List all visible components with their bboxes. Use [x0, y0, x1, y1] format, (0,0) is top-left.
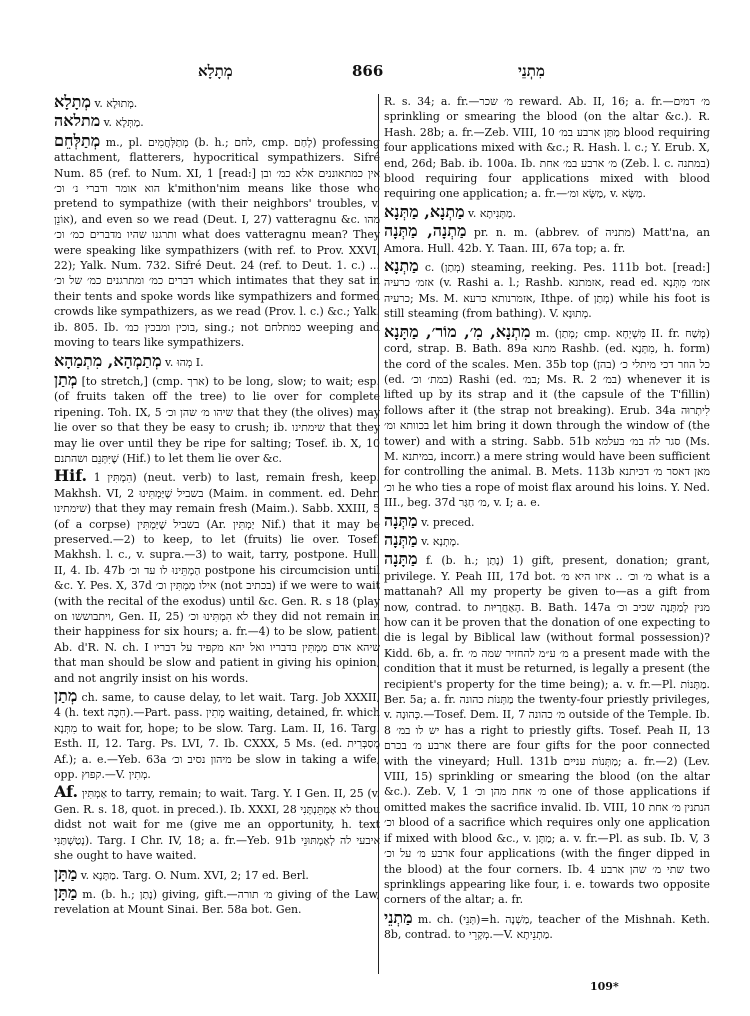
dictionary-entry	[384, 551, 710, 907]
page-number: 866	[352, 62, 384, 80]
entry-headword: מַתָּן	[54, 882, 78, 902]
entry-definition: m. (מְתַן; cmp. מִשְׁיְחָא II. fr. מְשַׁח) cord, strap. B. Bath. 89a מתנא Rashb. (ed. מִתְּנָא, h. form) the cord of the scales. Men. 35b top (בהן) כל הוזר דכי מיתלי כ׳ (ed. במת׳ וכ׳) Rashi (ed. במ׳; Ms. R. 2 במ׳) whenever it is lifted up by its strap and it (the capsule of the T'fillin) follows after it (the strap not breaking). Erub. 34a לִיתְרוּה בכוותא ומ׳ let him bring it down through the window of (the tower) and with a string. Sabb. 51b סגר לה במ׳ בעלמא (Ms. M. במיתנא, incorr.) a mere string would have been sufficient for controlling the animal. B. Mets. 113b מאן דאסר מ׳ דכיתנא וכ׳ he who ties a rope of moist flax around his loins. Y. Ned. III., beg. 37d מ׳ חַגַּר, v. I; a. e.	[384, 326, 710, 510]
dictionary-entry	[54, 94, 380, 111]
entry-definition: pr. n. m. (abbrev. of מתניה) Matt'na, an Amora. Hull. 42b. Y. Taan. III, 67a top; a. fr.	[384, 226, 710, 255]
dictionary-entry	[54, 468, 380, 686]
entry-definition: הִמְתִּין 1) (neut. verb) to last, remain fresh, keep. Makhsh. VI, 2 בשביל שֶׁיַּמְתִּינוּ (Maim. in comment. ed. Dehr. שימתינו) that they may remain fresh (Maim.). Sabb. XXIII, 5 (of a corpse) בשביל שֶׁיַּמְתִּין (Ar. יַמְתִּין Nif.) that it may be preserved.—2) to keep, to let (fruits) lie over. Tosef. Makhsh. l. c., v. supra.—3) to wait, tarry, postpone. Hull. II, 4. Ib. 47b הַמְתֵּינוּ לו עד וכ׳ postpone his circumcision until &c. Y. Pes. X, 37d אילו מַמְתִּין וכ׳ (not בכתיב) if we were to wait (with the recital of the exodus) until &c. Gen. R. s 18 (play on ויתבוששו, Gen. II, 25) לא הִמְתִּינוּ וכ׳ they did not remain in their happiness for six hours; a. fr.—4) to be slow, patient. Ab. d'R. N. ch. I שיהא אדם מַמְתִּין בדבריו ואל יהא מקפיד על דבריו that man should be slow and patient in giving his opinion, and not angrily insist on his words.	[54, 471, 380, 685]
entry-headword: מַתָּן	[54, 863, 78, 883]
entry-definition: אַמְתִּין to tarry, remain; to wait. Targ. Y. I Gen. II, 25 (v. Gen. R. s. 18, quot. in preced.). Ib. XXXI, 28 לא אַמְתֵּנְתָּנִי thou didst not wait for me (give me an opportunity, h. text נְטַשְׁתַּנִי). Targ. I Chr. IV, 18; a. fr.—Yeb. 91b איבעי לה לְאַמְתּוּנֵי she ought to have waited.	[54, 787, 380, 863]
entry-headword: מְתַן	[54, 369, 78, 389]
dictionary-entry	[384, 529, 710, 549]
right-column	[384, 94, 710, 974]
entry-definition: f. (b. h.; נָתַן) 1) gift, present, donation; grant, privilege. Y. Peah III, 17d bot. מ׳ וכ׳ .. איזו היא מ׳ what is a mattanah? All my property be given to—as a gift from now, contrad. to הָאַחֲרַיּוּת. B. Bath. 147a מנין לְמַתָּנָה שכיב וכ׳ how can it be proven that the donation of one expecting to die is legal by Biblical law (without formal possession)? Kidd. 6b, a. fr. מ׳ ע״מ להחזיר שמה מ׳ a present made with the condition that it must be returned, is legally a present (the recipient's property for the time being); a. v. fr.—Pl. מַתָּנוֹת. Ber. 5a; a. fr. מַתְּנוֹת כהונה the twenty-four priestly privileges, v. כְּהוּנָה.—Tosef. Dem. II, 7 מ׳ כהונה outside of the Temple. Ib. 8 יש לו במ׳ has a right to priestly gifts. Tosef. Peah II, 13 ארבע מ׳ בכרם there are four gifts for the poor connected with the vineyard; Hull. 131b מַתְּנוֹת עניים; a. fr.—2) (Lev. VIII, 15) sprinkling or smearing the blood (on the altar &c.). Zeb. V, 1 מ׳ אחת מהן וכ׳ one of those applications if omitted makes the sacrifice invalid. Ib. VIII, 10 הנתנין מ׳ אחת וכ׳ blood of a sacrifice which requires only one application if mixed with blood &c., v. מַתָּן; a. v. fr.—Pl. as sub. Ib. V, 3 ארבע מ׳ על וכ׳ four applications (with the finger dipped in the blood) at the four corners. Ib. 4 שתי מ׳ שהן ארבע two sprinklings appearing like four, i. e. towards two opposite corners of the altar; a. fr.	[384, 554, 710, 907]
entry-headword: מַתְּנָה	[384, 529, 418, 549]
dictionary-entry	[54, 369, 380, 466]
entry-definition: m. ch. (תְּנֵי)=h. מַשְׁנֶה, teacher of the Mishnah. Keth. 8b, contrad. to מְקָרֵי.—V. מַתְנֵיתָא.	[384, 912, 710, 942]
entry-headword: מִתְנָא, מִ׳, מוֹר׳, מַתָּנָא	[384, 321, 531, 341]
entry-definition: m., pl. מְתַלְּחֲמִים (b. h.; לחם, cmp. לְחַם) professing attachment, flatterers, hypocritical sympathizers. Sifré Num. 85 (ref. to Num. XI, 1 [read:] אין כמתאוננים אלא כמ׳ ובן הוא אומר ודברי נ׳ וכ׳ k'mithon'nim means like those who pretend to sympathize (with their neighbors' troubles, v. אוֹנֵן), and even so we read (Deut. I, 27) vatteragnu &c. מהו ותרגנו שהיו מדברים כמ׳ וכ׳ what does vatteragnu mean? They were speaking like sympathizers (with ref. to Prov. XXVI, 22); Yalk. Num. 732. Sifré Deut. 24 (ref. to Deut. 1. c.) ... דברים כמ׳ ומתרגנים כמ׳ של וכ׳ which intimates that they sat in their tents and spoke words like sympathizers and formed crowds like sympathizers, as we read (Prov. l. c.) &c.; Yalk. ib. 805. Ib. בוכין ומבכין כמ׳, sing.; not כמתלחם weeping and moving to tears like sympathizers.	[54, 135, 380, 350]
entry-definition: ch. same, to cause delay, to let wait. Targ. Job XXXII, 4 (h. text חִכָּה).—Part. pass. מְתִין waiting, detained, fr. which מִתְּנָא to wait for, hope; to be slow. Targ. Lam. II, 16. Targ. Esth. II, 12. Targ. Ps. LVI, 7. Ib. CXXX, 5 Ms. (ed. מְסַבְּרִית Af.); a. e.—Yeb. 63a מיהון נסיב וכ׳ be slow in taking a wife, opp. קפוץ.—V. מְתִין.	[54, 691, 380, 782]
running-head-left: מְתָלָא	[198, 62, 233, 80]
dictionary-entry	[384, 94, 710, 202]
entry-definition: v. מַתָּנָא. Targ. O. Num. XVI, 2; 17 ed. Berl.	[80, 868, 309, 882]
dictionary-entry	[54, 350, 380, 370]
entry-headword: מַתְנָא	[384, 256, 419, 276]
dictionary-entry	[384, 321, 710, 511]
dictionary-entry	[384, 258, 710, 322]
entry-definition: c. (מְתַן) steaming, reeking. Pes. 111b bot. [read:] אזמ׳ כרעיה (v. Rashi a. l.; Rashb. אזמתנא, read ed. אזמ׳ מִתְּנָא כרעיה; Ms. M. אזמרנותא כרעא, Ithpe. of מְתַן) while his foot is still steaming (from bathing). V. מְתוּנָא.	[384, 261, 710, 321]
dictionary-entry	[384, 907, 710, 943]
left-column	[54, 94, 380, 992]
entry-headword: מַתְנָה, מַתְּנָה	[384, 221, 467, 241]
entry-definition: m. (b. h.; נָתַן) giving, gift.—מ׳ תורה giving of the Law, revelation at Mount Sinai. Ber. 58a bot. Gen.	[54, 887, 380, 917]
entry-definition: v. מַתְּלָא.	[103, 116, 144, 130]
running-head	[0, 62, 750, 84]
entry-headword: מְתַן	[54, 686, 78, 706]
entry-definition: v. preced.	[421, 515, 475, 529]
entry-headword: מַתְנָא, מַתְּנָא	[384, 201, 465, 221]
dictionary-entry	[384, 510, 710, 530]
running-head-right: מִתְנֵי	[518, 62, 545, 80]
dictionary-entry	[54, 784, 380, 863]
entry-headword: מַתְנֵי	[384, 907, 413, 927]
entry-definition: [to stretch,] (cmp. ארך) to be long, slow; to wait; esp. (of fruits taken off the tree) to lie over for complete ripening. Toh. IX, 5 שיהו מ׳ שהן וכ׳ that they (the olives) may lie over so that they be easy to crush; ib. שימתינו that they may lie over until they be ripe for salting; Tosef. ib. X, 10 שֶׁיִּתְּנֵם ושהתנם (Hif.) to let them lie over &c.	[54, 374, 380, 465]
entry-headword: מְתָלָא	[54, 94, 91, 111]
dictionary-entry	[54, 688, 380, 782]
entry-definition: v. מְהוּ I.	[165, 355, 204, 369]
dictionary-entry	[384, 223, 710, 256]
dictionary-entry	[54, 130, 380, 351]
entry-headword: מְתַמְהָא, מִתְמַהָא	[54, 350, 162, 370]
column-divider	[378, 94, 379, 974]
entry-headword: מתלאה	[54, 111, 101, 131]
signature-mark: 109*	[590, 980, 619, 993]
entry-definition: v. מְתוּלָא.	[94, 97, 138, 110]
entry-definition: v. מָתְנָא.	[421, 534, 460, 548]
entry-headword: מְתַלְּחֵם	[54, 130, 101, 150]
dictionary-entry	[54, 882, 380, 918]
entry-definition: R. s. 34; a. fr.—מ׳ שכר reward. Ab. II, 16; a. fr.—מ׳ דמים sprinkling or smearing the blood (on the altar &c.). R. Hash. 28b; a. fr.—Zeb. VIII, 10 מַתַּן ארבע במ׳ blood requiring four applications mixed with &c.; R. Hash. l. c.; Y. Erub. X, end, 26d; Bab. ib. 100a. Ib. מ׳ ארבע במ׳ אחת (Zeb. l. c. במתנה) blood requiring four applications mixed with blood requiring one application; a. fr.—מַשָּׂא ומ׳, v. מַשָּׂא.	[384, 95, 710, 201]
dictionary-entry	[384, 201, 710, 221]
entry-headword: מַתְּנָה	[384, 510, 418, 530]
entry-headword: Af.	[54, 782, 79, 802]
entry-definition: v. מַתְּנִיתָא.	[468, 206, 516, 220]
dictionary-entry	[54, 113, 380, 130]
dictionary-entry	[54, 863, 380, 883]
entry-headword: Hif.	[54, 466, 88, 486]
entry-headword: מַתָּנָה	[384, 549, 418, 569]
